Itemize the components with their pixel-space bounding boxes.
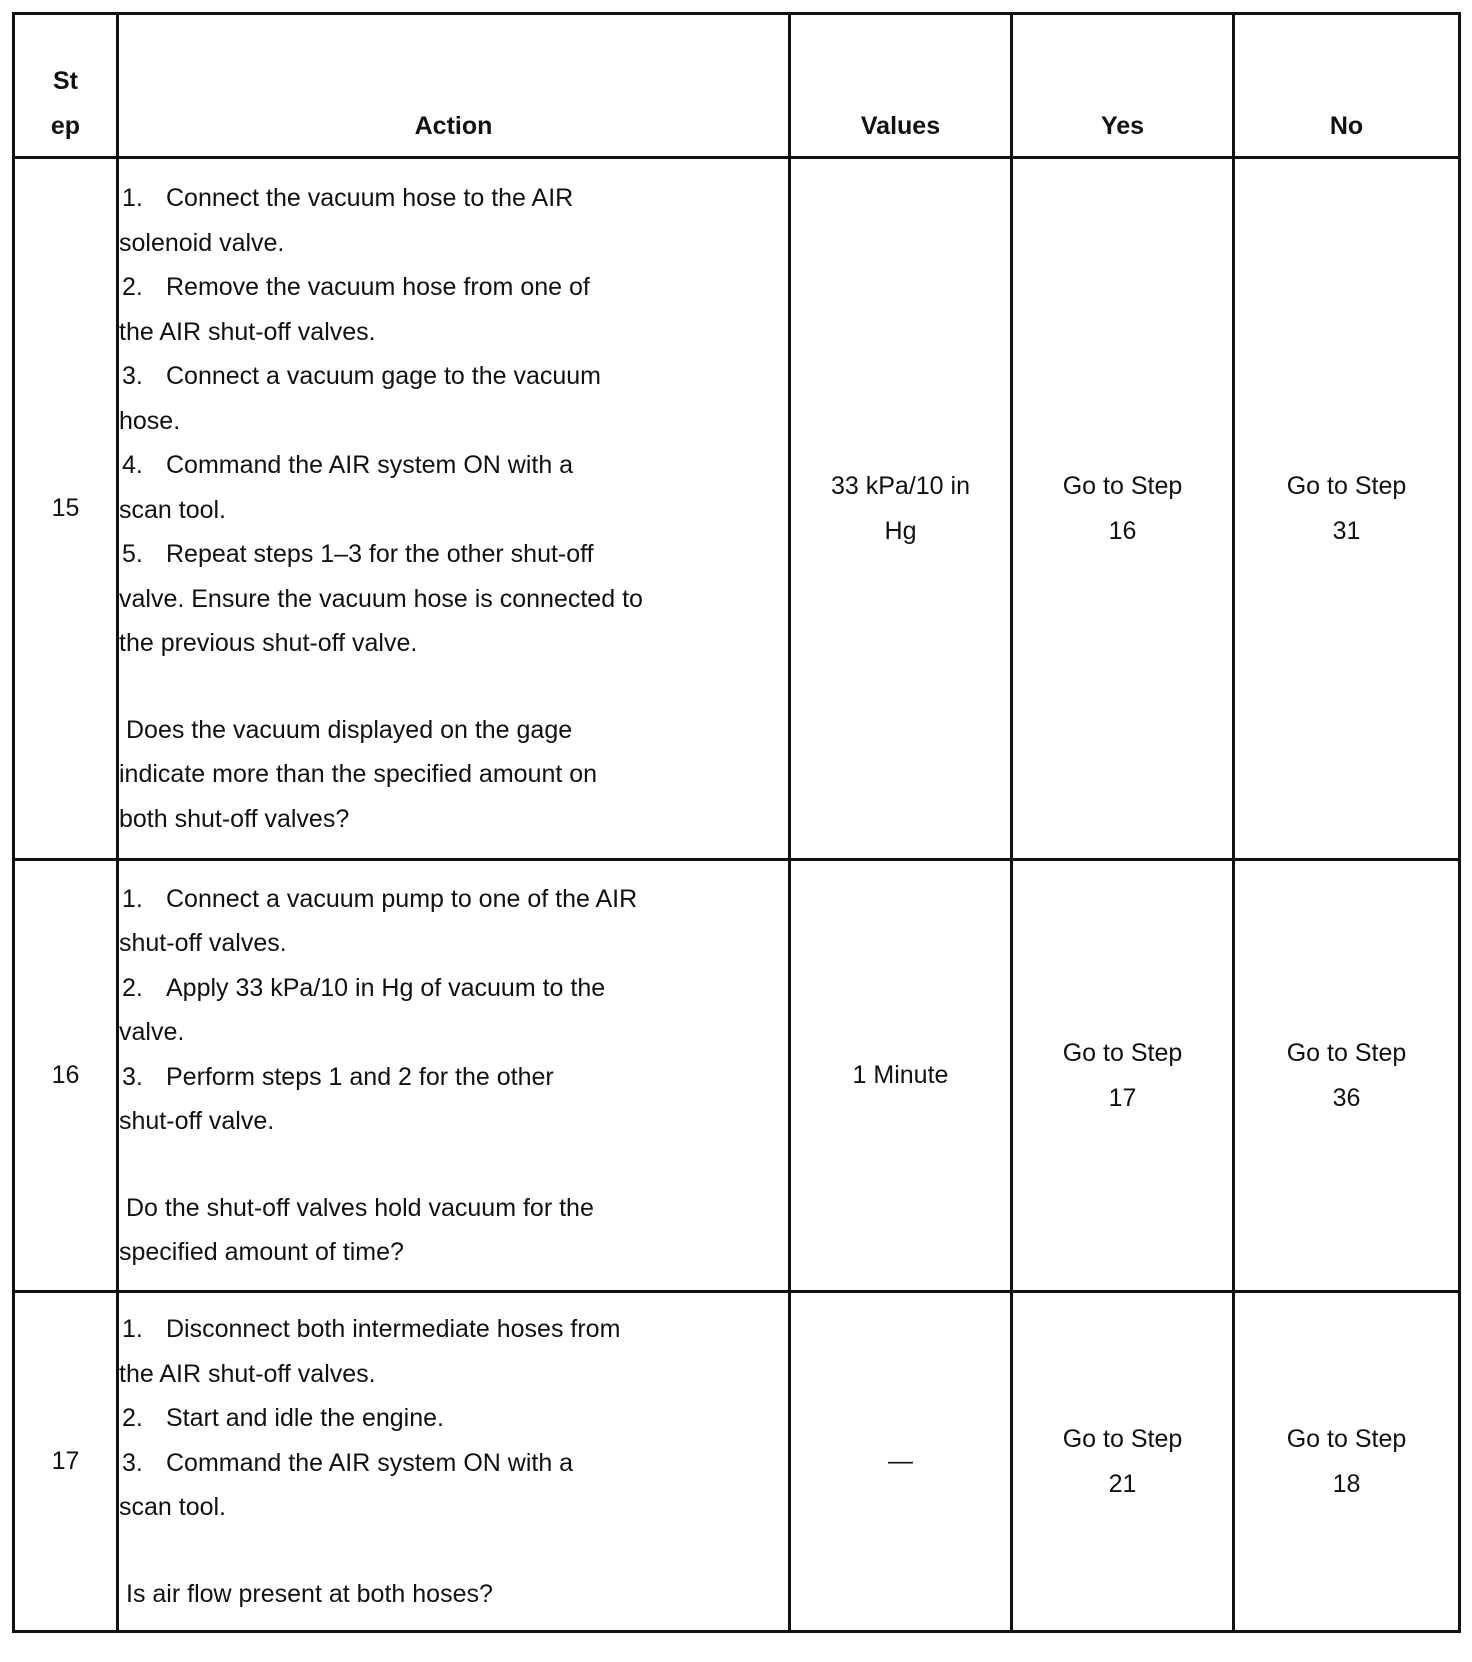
- header-step: [14, 14, 118, 158]
- header-yes: Yes: [1012, 14, 1234, 158]
- action-item: 1. Disconnect both intermediate hoses from: [122, 1315, 621, 1343]
- step-number: 16: [14, 860, 118, 1292]
- action-item: 2. Start and idle the engine.: [122, 1404, 444, 1432]
- values-cell: [790, 1292, 1012, 1632]
- yes-step: 16: [1108, 516, 1137, 545]
- yes-step: 21: [1108, 1469, 1137, 1498]
- action-cell: [118, 860, 790, 1292]
- value-dash: —: [888, 1447, 913, 1476]
- values-cell: [790, 860, 1012, 1292]
- action-question: both shut-off valves?: [119, 804, 350, 833]
- action-question: Do the shut-off valves hold vacuum for the: [126, 1193, 594, 1222]
- action-item: 2. Remove the vacuum hose from one of: [122, 273, 590, 301]
- action-question: Does the vacuum displayed on the gage: [126, 715, 573, 744]
- value-text: 1 Minute: [852, 1061, 949, 1090]
- header-action: Action: [118, 14, 790, 158]
- header-no: No: [1234, 14, 1460, 158]
- action-item-cont: scan tool.: [119, 495, 227, 524]
- action-item: 3. Perform steps 1 and 2 for the other: [122, 1062, 554, 1091]
- yes-cell: [1012, 860, 1234, 1292]
- yes-step: 17: [1108, 1083, 1137, 1112]
- table-row-step-16: [14, 860, 1460, 1292]
- step-number: 17: [14, 1292, 118, 1632]
- yes-cell: [1012, 1292, 1234, 1632]
- action-item: 4. Command the AIR system ON with a: [122, 451, 574, 479]
- yes-text: Go to Step: [1062, 1425, 1183, 1453]
- header-step-line1: St: [53, 67, 78, 95]
- table-row-step-17: [14, 1292, 1460, 1632]
- action-cell: [118, 1292, 790, 1632]
- table-row-step-15: [14, 158, 1460, 860]
- yes-cell: [1012, 158, 1234, 860]
- step-number: 15: [14, 158, 118, 860]
- no-step: 18: [1332, 1469, 1361, 1498]
- no-cell: [1234, 158, 1460, 860]
- values-cell: [790, 158, 1012, 860]
- action-item-cont: solenoid valve.: [119, 228, 285, 257]
- yes-text: Go to Step: [1062, 472, 1183, 500]
- action-item: 1. Connect a vacuum pump to one of the AIR: [122, 884, 638, 913]
- action-item-cont: the AIR shut-off valves.: [119, 1359, 376, 1388]
- value-text: Hg: [884, 516, 917, 545]
- action-item: 3. Connect a vacuum gage to the vacuum: [122, 362, 601, 390]
- action-question: specified amount of time?: [119, 1238, 404, 1266]
- no-step: 36: [1332, 1083, 1361, 1112]
- no-text: Go to Step: [1286, 472, 1407, 500]
- action-item: 5. Repeat steps 1–3 for the other shut-off: [122, 540, 594, 568]
- yes-text: Go to Step: [1062, 1039, 1183, 1067]
- action-item-cont: shut-off valve.: [119, 1107, 275, 1135]
- header-step-line2: ep: [50, 111, 81, 140]
- action-item-cont: valve. Ensure the vacuum hose is connected to: [119, 584, 643, 613]
- header-values: Values: [790, 14, 1012, 158]
- action-item-cont: valve.: [119, 1018, 185, 1046]
- action-question: Is air flow present at both hoses?: [126, 1579, 493, 1608]
- action-item: 1. Connect the vacuum hose to the AIR: [122, 184, 574, 212]
- header-row: [14, 14, 1460, 158]
- action-item-cont: the AIR shut-off valves.: [119, 317, 376, 346]
- no-text: Go to Step: [1286, 1039, 1407, 1067]
- action-item-cont: shut-off valves.: [119, 929, 287, 957]
- action-question: indicate more than the specified amount on: [119, 760, 598, 788]
- no-step: 31: [1332, 516, 1361, 545]
- no-text: Go to Step: [1286, 1425, 1407, 1453]
- value-text: 33 kPa/10 in: [831, 472, 970, 500]
- action-item: 3. Command the AIR system ON with a: [122, 1448, 574, 1477]
- no-cell: [1234, 860, 1460, 1292]
- action-cell: [118, 158, 790, 860]
- action-item-cont: hose.: [119, 406, 181, 435]
- action-item: 2. Apply 33 kPa/10 in Hg of vacuum to the: [122, 973, 606, 1002]
- action-item-cont: scan tool.: [119, 1493, 227, 1521]
- action-item-cont: the previous shut-off valve.: [119, 629, 418, 657]
- diagnostic-table: [12, 12, 1461, 1633]
- no-cell: [1234, 1292, 1460, 1632]
